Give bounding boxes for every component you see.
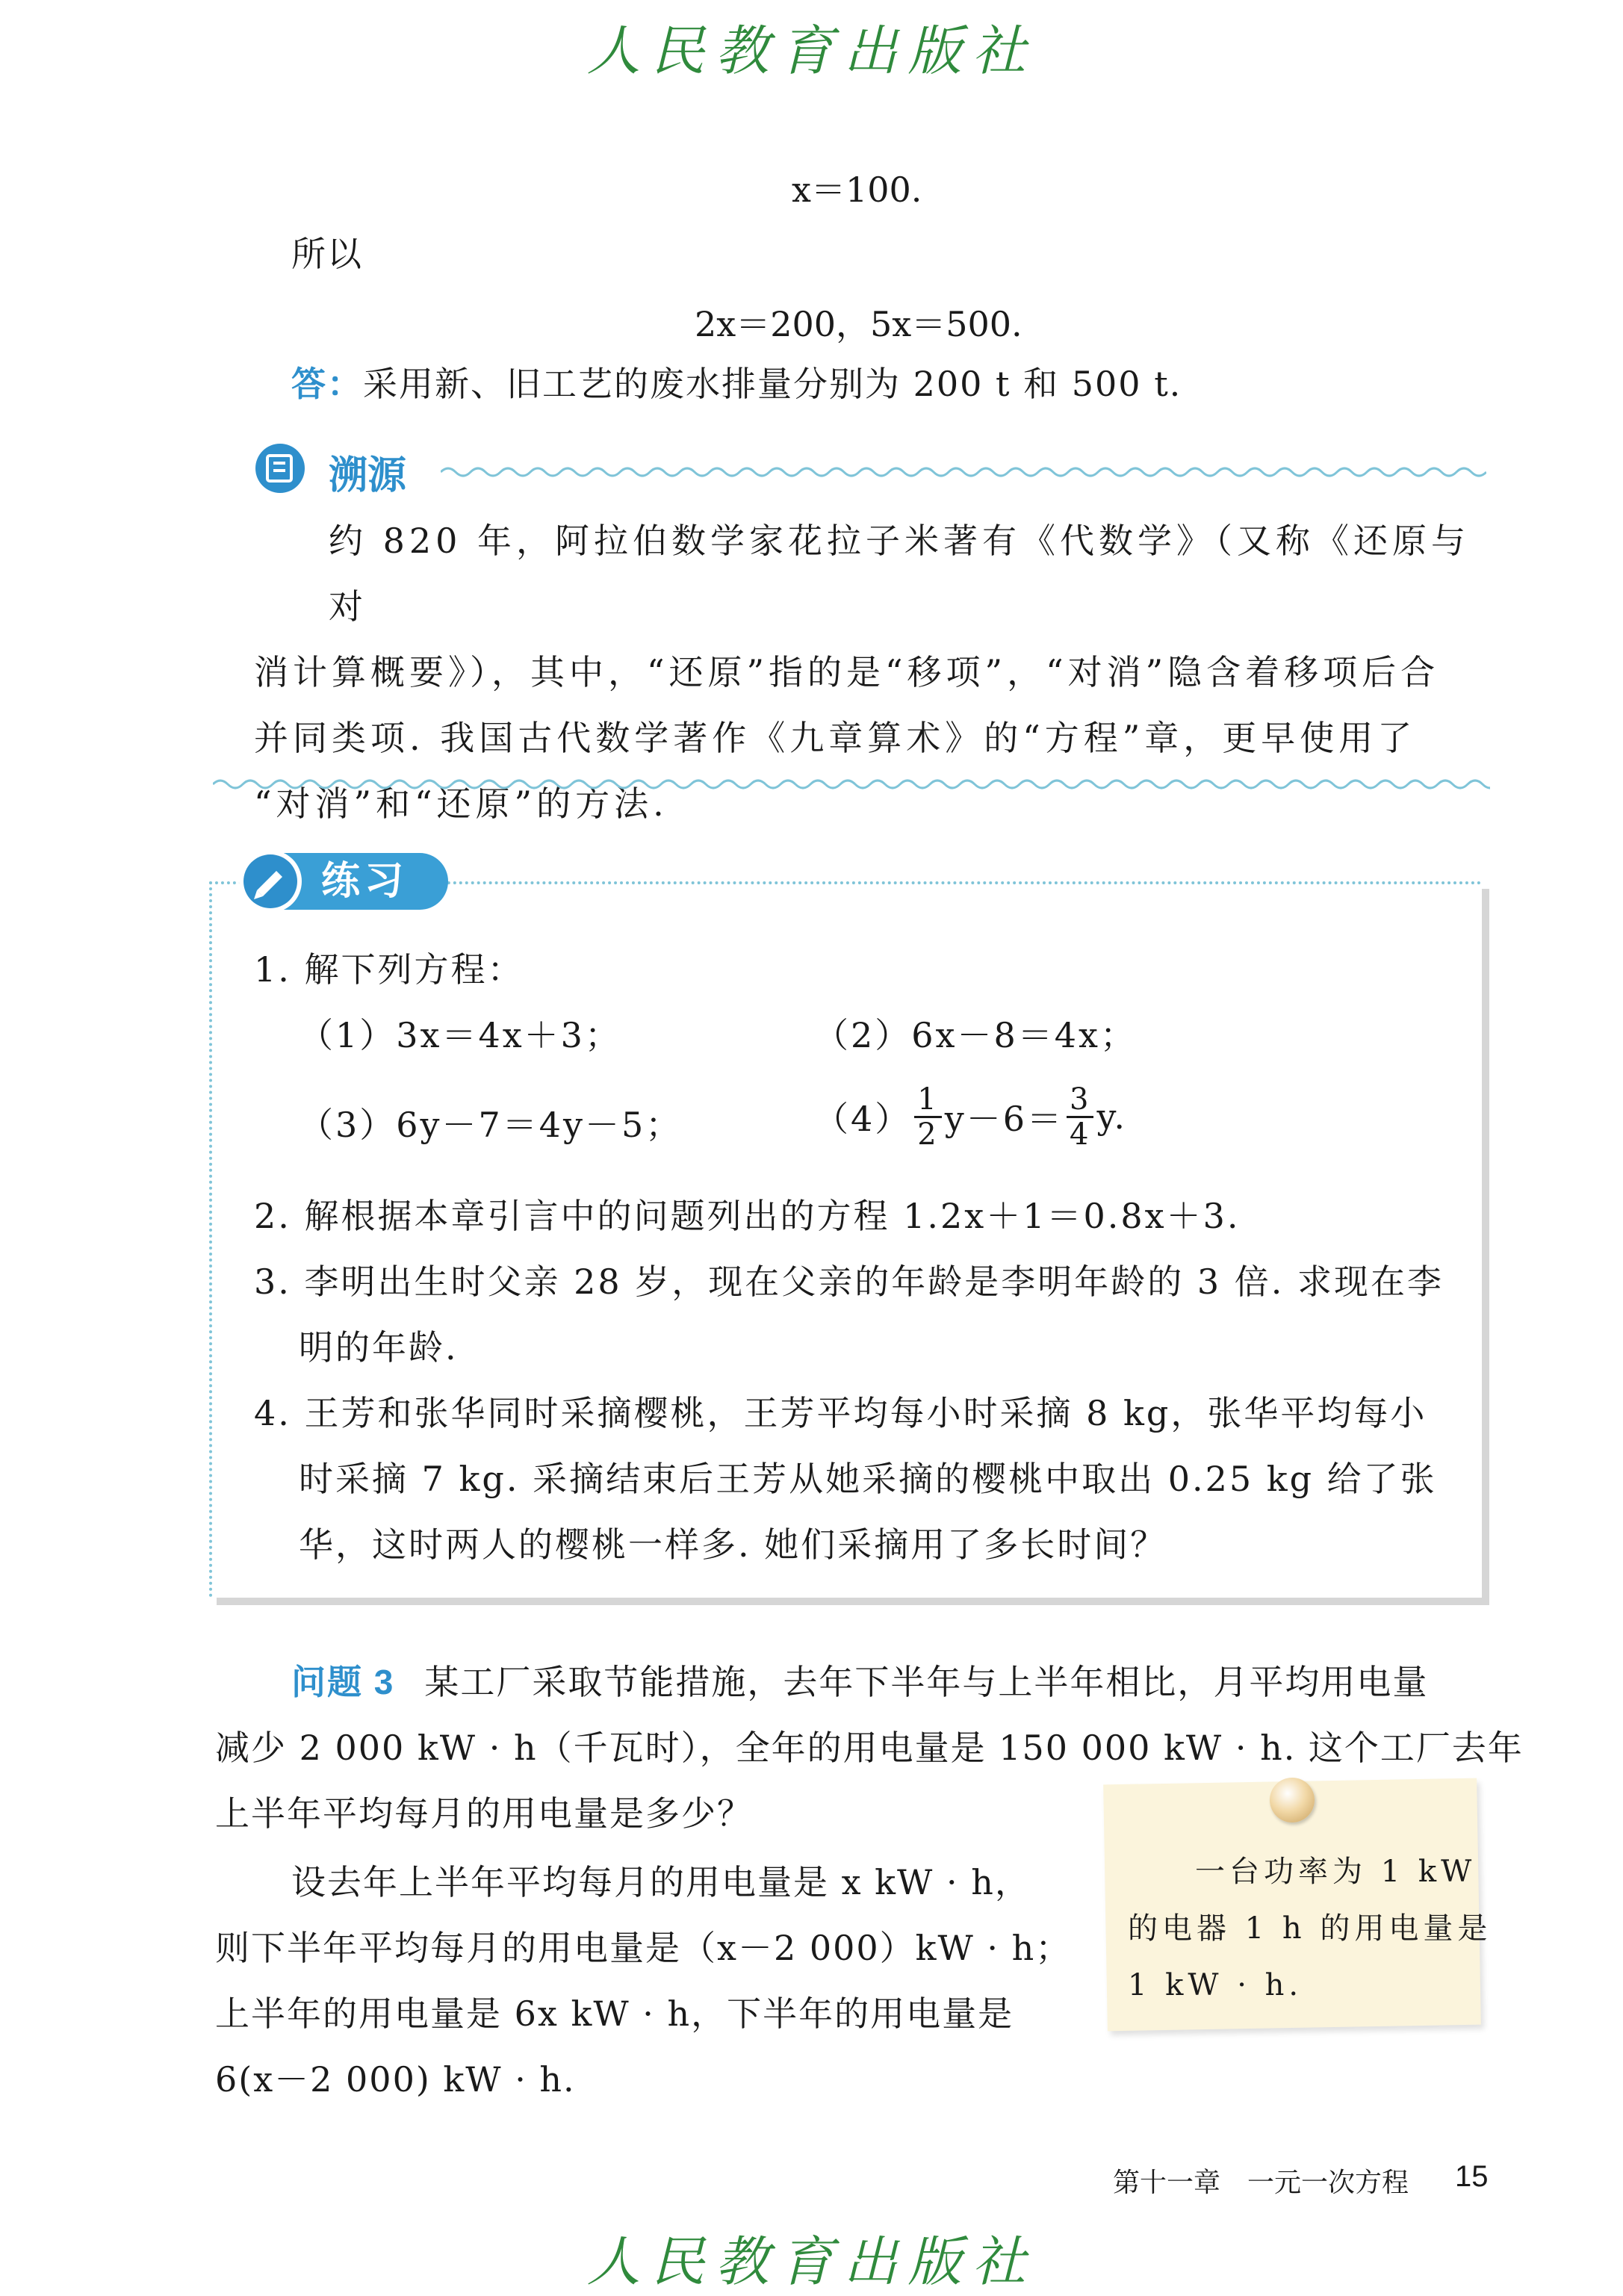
page-number: 15 bbox=[1455, 2160, 1489, 2193]
exercise-4-line: 时采摘 7 kg. 采摘结束后王芳从她采摘的樱桃中取出 0.25 kg 给了张 bbox=[299, 1459, 1437, 1499]
solution-line: 6(x－2 000) kW · h. bbox=[215, 2059, 576, 2100]
problem-3-label: 问题 3 bbox=[291, 1663, 395, 1701]
solution-line: 设去年上半年平均每月的用电量是 x kW · h， bbox=[291, 1862, 1031, 1902]
equation-line: 2x＝200，5x＝500. bbox=[695, 304, 1022, 344]
note-line: 1 kW · h. bbox=[1128, 1968, 1303, 2002]
publisher-header: 人民教育出版社 bbox=[586, 19, 1037, 82]
equation-line: x＝100. bbox=[792, 170, 922, 210]
fraction-denominator: 4 bbox=[1070, 1117, 1091, 1152]
origin-line: 约 820 年，阿拉伯数学家花拉子米著有《代数学》（又称《还原与对 bbox=[329, 521, 1471, 627]
exercise-1-title: 1. 解下列方程： bbox=[254, 949, 524, 990]
expression-text: y. bbox=[1096, 1096, 1127, 1137]
publisher-footer: 人民教育出版社 bbox=[586, 2230, 1037, 2293]
pushpin-icon bbox=[1270, 1778, 1315, 1822]
fraction-numerator: 3 bbox=[1067, 1083, 1093, 1118]
fraction bbox=[1067, 1083, 1093, 1151]
exercise-4-line: 华，这时两人的樱桃一样多. 她们采摘用了多长时间？ bbox=[299, 1524, 1167, 1565]
exercise-3-line: 3. 李明出生时父亲 28 岁，现在父亲的年龄是李明年龄的 3 倍. 求现在李 bbox=[254, 1262, 1444, 1302]
fraction bbox=[914, 1083, 941, 1151]
problem-3-line: 上半年平均每月的用电量是多少？ bbox=[215, 1793, 753, 1834]
origin-title: 溯源 bbox=[329, 454, 407, 497]
note-line: 的电器 1 h 的用电量是 bbox=[1128, 1911, 1492, 1946]
answer-text: 采用新、旧工艺的废水排量分别为 200 t 和 500 t. bbox=[363, 364, 1182, 404]
answer-line bbox=[291, 351, 1182, 417]
note-line: 一台功率为 1 kW bbox=[1195, 1855, 1477, 1889]
exercise-4-line: 4. 王芳和张华同时采摘樱桃，王芳平均每小时采摘 8 kg，张华平均每小 bbox=[254, 1393, 1427, 1433]
item-prefix: （4） bbox=[814, 1099, 912, 1139]
exercise-1-item: （2）6x－8＝4x； bbox=[814, 1015, 1137, 1055]
exercise-1-item: （1）3x＝4x＋3； bbox=[299, 1015, 621, 1055]
expression-text: y－6＝ bbox=[944, 1099, 1064, 1139]
exercise-2: 2. 解根据本章引言中的问题列出的方程 1.2x＋1＝0.8x＋3. bbox=[254, 1196, 1241, 1236]
solution-line: 则下半年平均每月的用电量是（x－2 000）kW · h； bbox=[215, 1928, 1072, 1968]
chapter-label: 第十一章 一元一次方程 bbox=[1113, 2168, 1409, 2198]
solution-line: 上半年的用电量是 6x kW · h，下半年的用电量是 bbox=[215, 1994, 1014, 2034]
problem-3-line: 减少 2 000 kW · h（千瓦时），全年的用电量是 150 000 kW · h. 这个工厂去年 bbox=[215, 1728, 1524, 1768]
pencil-icon bbox=[238, 848, 303, 914]
fraction-numerator: 1 bbox=[914, 1083, 941, 1118]
practice-tab-label: 练习 bbox=[321, 860, 409, 903]
exercise-3-line: 明的年龄. bbox=[299, 1327, 459, 1368]
origin-line: 消计算概要》），其中，“还原”指的是“移项”，“对消”隐含着移项后合 bbox=[254, 652, 1440, 692]
so-text: 所以 bbox=[291, 234, 363, 274]
origin-line: “对消”和“还原”的方法. bbox=[254, 784, 668, 824]
book-icon bbox=[254, 442, 306, 494]
answer-label: 答： bbox=[291, 364, 363, 403]
exercise-1-item: （3）6y－7＝4y－5； bbox=[299, 1105, 683, 1145]
exercise-1-item bbox=[814, 1076, 1127, 1158]
wavy-divider bbox=[441, 465, 1486, 480]
wavy-divider bbox=[213, 777, 1490, 792]
problem-3-line bbox=[291, 1649, 1428, 1715]
fraction-denominator: 2 bbox=[917, 1117, 939, 1152]
problem-3-text: 某工厂采取节能措施，去年下半年与上半年相比，月平均用电量 bbox=[424, 1662, 1429, 1702]
origin-line: 并同类项. 我国古代数学著作《九章算术》的“方程”章，更早使用了 bbox=[254, 718, 1417, 758]
